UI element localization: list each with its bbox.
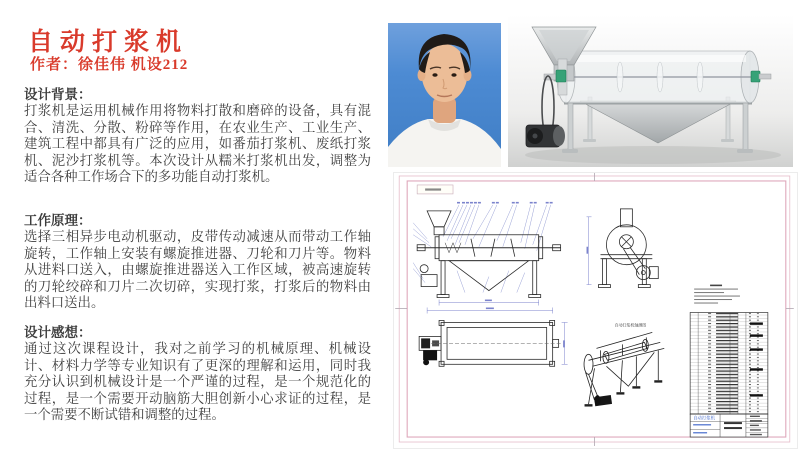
dimension-lines	[427, 300, 553, 314]
section-heading: 设计背景：	[24, 87, 92, 102]
bearing-block-right	[751, 71, 760, 82]
technical-notes	[694, 285, 740, 304]
title-block-product-name: 自动打浆机	[693, 415, 716, 421]
bearing-block-left	[556, 70, 566, 82]
top-view	[419, 320, 567, 366]
section-design-reflection	[24, 324, 371, 424]
section-design-background	[24, 86, 371, 186]
drawing-number-box	[417, 185, 453, 194]
section-body: 通过这次课程设计，我对之前学习的机械原理、机械设计、材料力学等专业知识有了更深的理解和运用，同时我充分认识到机械设计是一个严谨的过程，是一个规范化的过程，是一个需要开动脑筋大胆创新小心求证的过程，是一个需要不断试错和调整的过程。	[24, 341, 371, 423]
engineering-drawing-sheet	[393, 172, 798, 449]
part-numbers	[457, 202, 553, 204]
parts-list-table	[690, 312, 768, 414]
title-block	[690, 414, 768, 437]
side-view	[587, 209, 659, 288]
axonometric-view	[584, 322, 664, 406]
machine-3d-render	[508, 15, 793, 167]
leader-lines	[413, 205, 550, 293]
axonometric-caption: 自动打浆机轴测图	[614, 322, 647, 328]
section-heading: 设计感想：	[24, 325, 92, 340]
page-title: 自动打浆机	[28, 28, 189, 56]
render-art	[508, 15, 793, 167]
author-portrait-photo	[388, 23, 501, 167]
section-body: 选择三相异步电动机驱动，皮带传动减速从而带动工作轴旋转，工作轴上安装有螺旋推进器、刀轮和刀片等。物料从进料口送入，由螺旋推进器送入工作区域，被高速旋转的刀轮绞碎和刀片二次切碎，实现打浆，打浆后的物料由出料口送出。	[24, 229, 371, 311]
front-view	[413, 202, 560, 314]
section-heading: 工作原理：	[24, 213, 92, 228]
section-body: 打浆机是运用机械作用将物料打散和磨碎的设备，具有混合、清洗、分散、粉碎等作用，在农业生产、工业生产、建筑工程中都具有广泛的应用，如番茄打浆机、废纸打浆机、泥沙打浆机等。本次设计从糯米打浆机出发，调整为适合各种工作场合下的多功能自动打浆机。	[24, 103, 371, 185]
author-line: 作者：徐佳伟 机设212	[30, 57, 189, 73]
transparent-drum	[548, 51, 768, 103]
drawing-art	[394, 173, 795, 446]
section-working-principle	[24, 212, 371, 312]
portrait-art	[388, 23, 501, 167]
